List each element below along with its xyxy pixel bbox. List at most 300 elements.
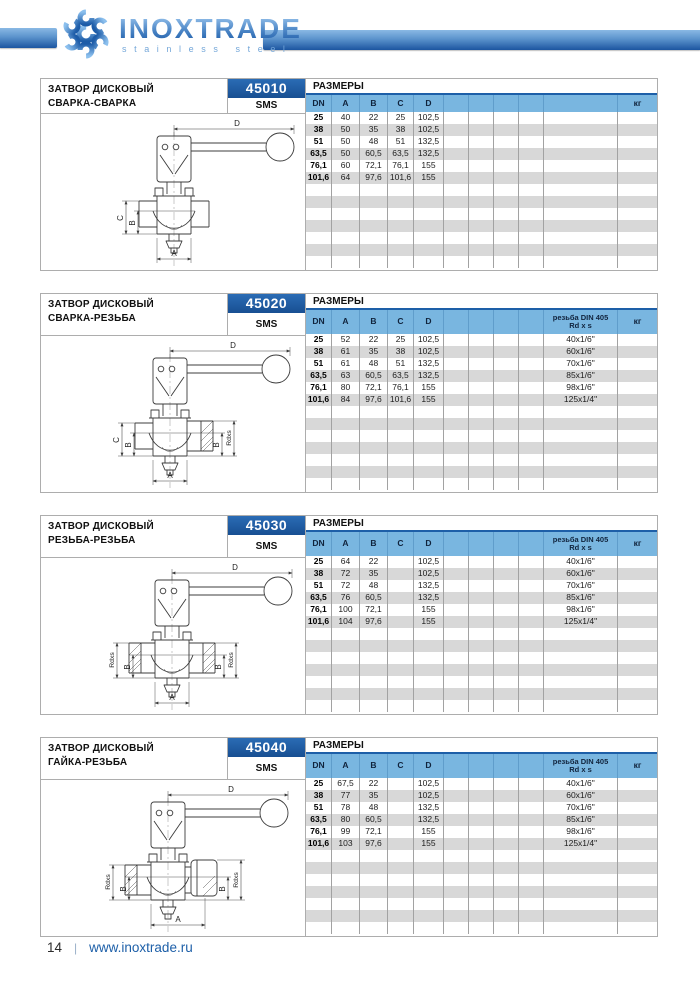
table-cell: 61 xyxy=(332,346,360,358)
table-cell xyxy=(618,556,657,568)
table-row xyxy=(306,616,657,628)
table-cell: 22 xyxy=(360,112,388,124)
table-cell xyxy=(469,346,494,358)
table-cell xyxy=(444,862,469,874)
table-cell xyxy=(469,676,494,688)
table-cell xyxy=(306,910,332,922)
table-cell xyxy=(360,922,388,934)
table-cell xyxy=(469,370,494,382)
table-cell: 97,6 xyxy=(360,394,388,406)
table-cell xyxy=(444,814,469,826)
table-cell xyxy=(444,442,469,454)
table-cell: 60x1/6" xyxy=(544,346,618,358)
table-cell xyxy=(469,244,494,256)
table-cell xyxy=(444,196,469,208)
table-cell xyxy=(544,232,618,244)
table-cell xyxy=(469,688,494,700)
table-cell xyxy=(618,640,657,652)
table-cell xyxy=(414,700,444,712)
table-cell xyxy=(306,874,332,886)
table-cell xyxy=(618,244,657,256)
table-cell: 97,6 xyxy=(360,616,388,628)
table-cell xyxy=(332,208,360,220)
table-cell: 76,1 xyxy=(306,826,332,838)
table-cell xyxy=(388,790,414,802)
table-cell xyxy=(332,874,360,886)
table-cell: 72,1 xyxy=(360,826,388,838)
section-title xyxy=(41,516,228,557)
table-row xyxy=(306,172,657,184)
table-cell xyxy=(618,664,657,676)
table-cell: 40x1/6" xyxy=(544,778,618,790)
table-cell xyxy=(444,172,469,184)
table-cell: 84 xyxy=(332,394,360,406)
table-cell xyxy=(494,244,519,256)
table-cell: 103 xyxy=(332,838,360,850)
table-cell xyxy=(414,406,444,418)
table-cell xyxy=(494,886,519,898)
table-cell xyxy=(519,112,544,124)
table-cell xyxy=(388,604,414,616)
table-cell xyxy=(544,136,618,148)
table-row xyxy=(306,358,657,370)
column-header: B xyxy=(360,754,388,778)
column-header: резьба DIN 405 Rd x s xyxy=(544,532,618,556)
standard-label: SMS xyxy=(255,540,278,552)
column-header xyxy=(519,95,544,112)
table-cell xyxy=(306,442,332,454)
table-cell: 76,1 xyxy=(306,382,332,394)
sizes-label: РАЗМЕРЫ xyxy=(306,738,657,754)
table-cell: 101,6 xyxy=(388,172,414,184)
table-cell: 50 xyxy=(332,124,360,136)
table-cell: 98x1/6" xyxy=(544,604,618,616)
column-header xyxy=(444,532,469,556)
table-cell xyxy=(618,862,657,874)
table-cell: 101,6 xyxy=(306,172,332,184)
table-cell xyxy=(388,838,414,850)
table-cell xyxy=(544,454,618,466)
table-cell xyxy=(388,196,414,208)
table-cell xyxy=(444,580,469,592)
table-row xyxy=(306,334,657,346)
table-cell: 70x1/6" xyxy=(544,802,618,814)
table-cell xyxy=(494,406,519,418)
table-cell xyxy=(469,898,494,910)
table-cell: 51 xyxy=(388,358,414,370)
table-cell xyxy=(360,418,388,430)
table-cell xyxy=(469,196,494,208)
table-cell xyxy=(306,676,332,688)
column-header: C xyxy=(388,95,414,112)
table-row xyxy=(306,814,657,826)
title-line-1: ЗАТВОР ДИСКОВЫЙ xyxy=(48,84,154,95)
table-cell xyxy=(360,244,388,256)
table-cell xyxy=(494,418,519,430)
table-cell: 132,5 xyxy=(414,148,444,160)
table-cell xyxy=(494,112,519,124)
table-cell: 85x1/6" xyxy=(544,814,618,826)
column-header: C xyxy=(388,310,414,334)
section-title xyxy=(41,294,228,335)
table-row xyxy=(306,442,657,454)
page-number: 14 xyxy=(47,940,63,955)
table-cell xyxy=(444,874,469,886)
table-cell xyxy=(544,898,618,910)
table-cell xyxy=(544,478,618,490)
table-cell xyxy=(444,256,469,268)
table-cell xyxy=(306,700,332,712)
table-cell: 155 xyxy=(414,382,444,394)
table-cell xyxy=(444,382,469,394)
table-cell: 78 xyxy=(332,802,360,814)
table-cell xyxy=(388,430,414,442)
table-cell xyxy=(618,838,657,850)
table-cell xyxy=(332,442,360,454)
column-header: D xyxy=(414,532,444,556)
table-cell xyxy=(494,478,519,490)
table-cell xyxy=(388,910,414,922)
table-cell xyxy=(444,136,469,148)
table-cell: 35 xyxy=(360,124,388,136)
product-section-45020 xyxy=(40,293,658,493)
table-cell xyxy=(388,208,414,220)
table-cell xyxy=(469,580,494,592)
table-cell xyxy=(544,862,618,874)
product-code-badge: 45030 xyxy=(228,516,305,535)
dimensions-table xyxy=(306,334,657,492)
table-cell: 60x1/6" xyxy=(544,790,618,802)
table-row xyxy=(306,676,657,688)
table-cell xyxy=(519,886,544,898)
dim-label-b-right: B xyxy=(214,664,223,670)
table-cell: 25 xyxy=(388,334,414,346)
column-header: кг xyxy=(633,316,642,327)
table-cell: 102,5 xyxy=(414,556,444,568)
table-cell xyxy=(414,652,444,664)
table-cell xyxy=(360,454,388,466)
table-cell xyxy=(388,592,414,604)
table-cell xyxy=(494,604,519,616)
table-cell: 102,5 xyxy=(414,778,444,790)
table-cell xyxy=(332,664,360,676)
table-cell xyxy=(519,370,544,382)
table-cell xyxy=(494,676,519,688)
table-cell xyxy=(618,568,657,580)
table-row xyxy=(306,592,657,604)
column-header: кг xyxy=(633,760,642,771)
table-row xyxy=(306,664,657,676)
table-cell xyxy=(469,838,494,850)
table-cell: 70x1/6" xyxy=(544,580,618,592)
table-cell xyxy=(360,184,388,196)
table-cell xyxy=(306,244,332,256)
table-cell xyxy=(494,382,519,394)
table-cell xyxy=(519,346,544,358)
table-cell xyxy=(414,628,444,640)
table-cell xyxy=(494,640,519,652)
table-row xyxy=(306,232,657,244)
table-cell: 63,5 xyxy=(388,148,414,160)
table-cell: 25 xyxy=(306,556,332,568)
table-cell xyxy=(388,568,414,580)
table-cell xyxy=(332,184,360,196)
table-row xyxy=(306,160,657,172)
table-cell xyxy=(618,112,657,124)
table-row xyxy=(306,802,657,814)
table-cell xyxy=(469,232,494,244)
table-cell: 63,5 xyxy=(306,148,332,160)
table-cell xyxy=(414,232,444,244)
table-cell: 22 xyxy=(360,778,388,790)
table-cell xyxy=(544,406,618,418)
table-cell xyxy=(360,442,388,454)
column-header: DN xyxy=(306,754,332,778)
table-cell: 72,1 xyxy=(360,604,388,616)
table-cell: 51 xyxy=(388,136,414,148)
table-cell xyxy=(306,406,332,418)
column-header xyxy=(494,95,519,112)
table-cell xyxy=(469,208,494,220)
table-cell xyxy=(494,652,519,664)
table-cell xyxy=(469,430,494,442)
table-cell xyxy=(618,922,657,934)
table-cell xyxy=(618,478,657,490)
column-header: B xyxy=(360,310,388,334)
column-header: резьба DIN 405 Rd x s xyxy=(544,754,618,778)
table-cell xyxy=(414,688,444,700)
table-cell xyxy=(494,628,519,640)
table-cell xyxy=(360,874,388,886)
table-cell xyxy=(306,220,332,232)
table-cell xyxy=(360,640,388,652)
table-cell xyxy=(360,862,388,874)
table-cell: 132,5 xyxy=(414,592,444,604)
table-cell xyxy=(306,256,332,268)
table-cell: 155 xyxy=(414,160,444,172)
table-cell xyxy=(618,676,657,688)
product-code-badge: 45010 xyxy=(228,79,305,98)
table-cell xyxy=(414,442,444,454)
table-cell xyxy=(519,874,544,886)
table-cell xyxy=(360,466,388,478)
column-header xyxy=(519,754,544,778)
table-cell xyxy=(519,640,544,652)
table-cell xyxy=(469,700,494,712)
table-cell: 155 xyxy=(414,826,444,838)
table-header-row xyxy=(306,532,657,556)
table-cell xyxy=(469,160,494,172)
table-row xyxy=(306,652,657,664)
table-cell xyxy=(544,910,618,922)
table-cell xyxy=(544,700,618,712)
table-cell xyxy=(332,910,360,922)
section-left-panel xyxy=(41,516,306,714)
dim-label-c: C xyxy=(112,437,121,443)
table-cell xyxy=(519,418,544,430)
table-cell xyxy=(444,652,469,664)
table-cell xyxy=(360,196,388,208)
table-cell xyxy=(469,358,494,370)
table-cell xyxy=(494,802,519,814)
table-cell xyxy=(444,406,469,418)
table-cell: 60 xyxy=(332,160,360,172)
table-cell xyxy=(414,418,444,430)
table-row xyxy=(306,112,657,124)
table-cell xyxy=(332,922,360,934)
table-cell xyxy=(618,160,657,172)
table-cell xyxy=(306,430,332,442)
table-cell xyxy=(494,148,519,160)
table-cell xyxy=(494,616,519,628)
table-cell: 132,5 xyxy=(414,358,444,370)
table-cell xyxy=(414,862,444,874)
table-row xyxy=(306,346,657,358)
table-cell xyxy=(444,160,469,172)
table-cell xyxy=(388,898,414,910)
table-cell xyxy=(519,838,544,850)
column-header xyxy=(544,95,618,112)
table-cell: 76,1 xyxy=(388,160,414,172)
table-cell xyxy=(469,874,494,886)
table-cell xyxy=(544,244,618,256)
table-cell xyxy=(519,628,544,640)
table-cell xyxy=(444,112,469,124)
table-cell xyxy=(332,676,360,688)
table-cell xyxy=(332,628,360,640)
table-cell xyxy=(388,556,414,568)
table-cell xyxy=(494,790,519,802)
column-header: B xyxy=(360,95,388,112)
dim-label-a: A xyxy=(169,693,175,702)
column-header: DN xyxy=(306,310,332,334)
table-cell xyxy=(444,910,469,922)
table-cell xyxy=(360,232,388,244)
table-cell xyxy=(469,556,494,568)
page-header xyxy=(0,0,700,78)
table-cell xyxy=(469,256,494,268)
table-cell: 101,6 xyxy=(306,616,332,628)
table-cell xyxy=(519,592,544,604)
table-cell: 125x1/4" xyxy=(544,838,618,850)
table-cell xyxy=(618,430,657,442)
column-header: B xyxy=(360,532,388,556)
table-cell xyxy=(618,208,657,220)
table-cell xyxy=(519,814,544,826)
table-cell xyxy=(494,910,519,922)
table-cell xyxy=(618,406,657,418)
table-cell xyxy=(444,886,469,898)
table-cell xyxy=(618,418,657,430)
table-cell xyxy=(444,616,469,628)
table-cell: 51 xyxy=(306,136,332,148)
title-line-2: СВАРКА-СВАРКА xyxy=(48,98,137,109)
table-cell xyxy=(360,886,388,898)
column-header: кг xyxy=(633,538,642,549)
table-cell xyxy=(469,616,494,628)
table-cell xyxy=(469,826,494,838)
table-cell xyxy=(332,652,360,664)
table-cell: 101,6 xyxy=(306,394,332,406)
table-cell xyxy=(494,184,519,196)
table-cell xyxy=(414,922,444,934)
table-cell xyxy=(544,184,618,196)
standard-label: SMS xyxy=(255,762,278,774)
brand-logo xyxy=(60,6,302,62)
table-cell: 60,5 xyxy=(360,592,388,604)
table-cell: 70x1/6" xyxy=(544,358,618,370)
table-cell xyxy=(444,244,469,256)
table-cell xyxy=(494,922,519,934)
table-cell xyxy=(414,910,444,922)
table-cell xyxy=(544,664,618,676)
table-cell: 25 xyxy=(306,334,332,346)
table-cell: 102,5 xyxy=(414,124,444,136)
table-cell xyxy=(444,124,469,136)
table-cell xyxy=(519,208,544,220)
table-cell xyxy=(494,898,519,910)
dimensions-table xyxy=(306,112,657,270)
table-cell: 76 xyxy=(332,592,360,604)
table-cell xyxy=(444,700,469,712)
table-cell xyxy=(332,850,360,862)
website-link[interactable]: www.inoxtrade.ru xyxy=(89,940,193,955)
table-cell xyxy=(494,394,519,406)
column-header xyxy=(469,754,494,778)
table-cell xyxy=(444,418,469,430)
table-cell xyxy=(306,664,332,676)
dim-label-c: C xyxy=(116,215,125,221)
table-row xyxy=(306,406,657,418)
column-header xyxy=(469,95,494,112)
table-cell xyxy=(519,478,544,490)
table-cell xyxy=(360,406,388,418)
table-cell xyxy=(360,910,388,922)
table-cell xyxy=(618,898,657,910)
table-cell xyxy=(469,442,494,454)
table-cell xyxy=(469,568,494,580)
table-header-row xyxy=(306,310,657,334)
table-cell xyxy=(494,160,519,172)
table-cell xyxy=(544,628,618,640)
table-cell xyxy=(332,886,360,898)
dimensions-table xyxy=(306,556,657,714)
table-cell: 38 xyxy=(306,568,332,580)
column-header xyxy=(469,532,494,556)
table-cell xyxy=(618,700,657,712)
table-cell xyxy=(444,556,469,568)
table-row xyxy=(306,778,657,790)
table-cell: 132,5 xyxy=(414,814,444,826)
table-cell xyxy=(519,160,544,172)
table-cell xyxy=(414,430,444,442)
table-cell xyxy=(519,256,544,268)
table-cell xyxy=(306,628,332,640)
table-cell xyxy=(519,244,544,256)
table-cell xyxy=(414,850,444,862)
table-cell xyxy=(469,790,494,802)
table-cell: 52 xyxy=(332,334,360,346)
table-cell xyxy=(469,862,494,874)
table-cell xyxy=(519,196,544,208)
table-row xyxy=(306,394,657,406)
table-cell xyxy=(519,382,544,394)
dim-label-b: B xyxy=(124,442,133,448)
table-cell: 38 xyxy=(306,790,332,802)
table-cell: 35 xyxy=(360,790,388,802)
table-cell xyxy=(618,580,657,592)
table-cell xyxy=(494,358,519,370)
